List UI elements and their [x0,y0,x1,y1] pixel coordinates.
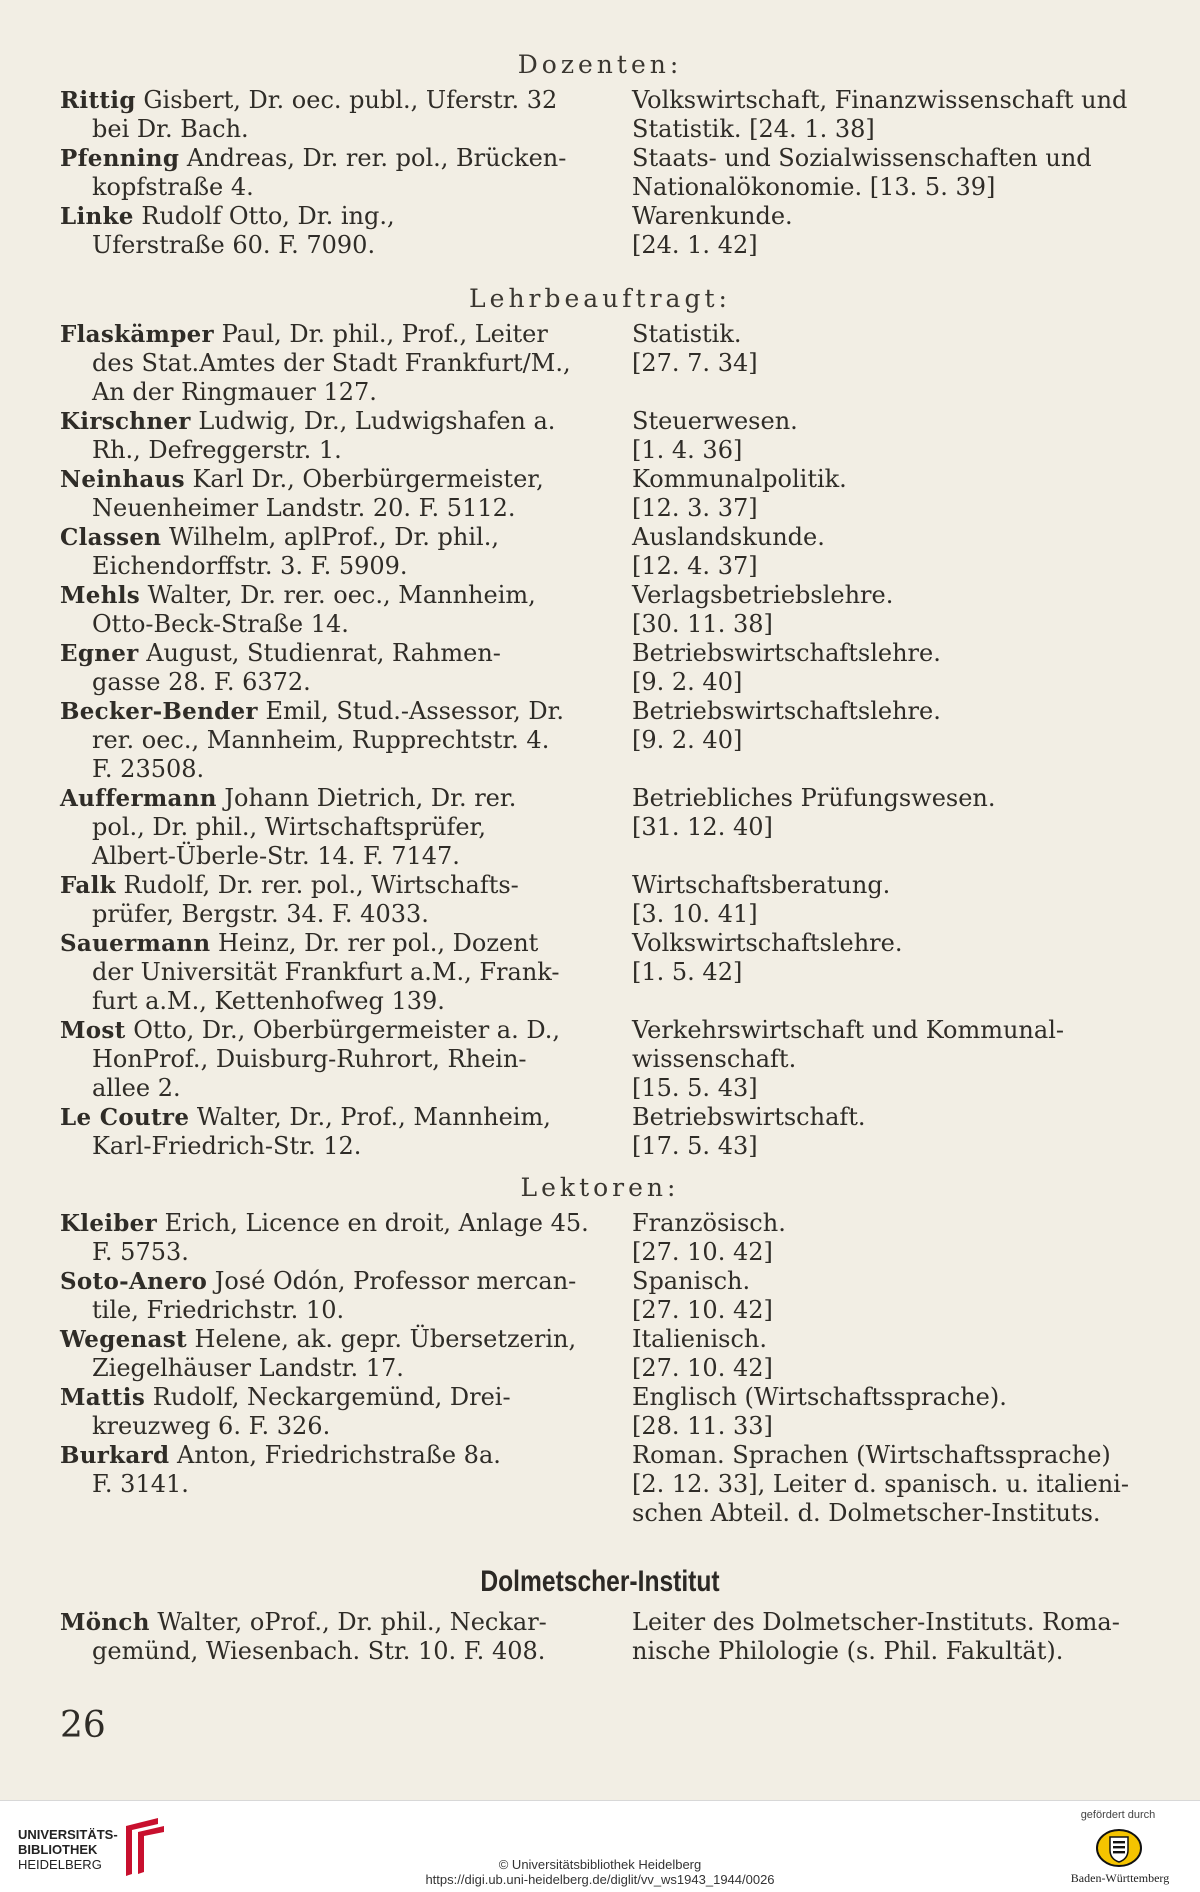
funded-by-label: gefördert durch [1080,1809,1156,1821]
list-item: Le Coutre Walter, Dr., Prof., Mannheim, Karl-Friedrich-Str. 12. Betriebswirtschaft. [17. 5. 43] [60,1103,866,1160]
list-item: Mehls Walter, Dr. rer. oec., Mannheim, Otto-Beck-Straße 14. Verlagsbetriebslehre. [30. 11. 38] [60,581,894,638]
entry-text-line1: Karl Dr., Oberbürgermeister, [184,465,544,493]
person-name: Le Coutre [60,1104,190,1131]
section-heading-dozenten: Dozenten: [517,50,683,79]
permalink-link[interactable]: https://digi.ub.uni-heidelberg.de/diglit/vv_ws1943_1944/0026 [425,1872,775,1887]
list-item: Egner August, Studienrat, Rahmen- gasse 28. F. 6372. Betriebswirtschaftslehre. [9. 2. 40] [60,639,941,696]
list-item: Soto-Anero José Odón, Professor mercan- tile, Friedrichstr. 10. Spanisch. [27. 10. 42] [60,1267,773,1324]
person-name: Classen [60,524,162,551]
list-item: Mattis Rudolf, Neckargemünd, Drei- kreuzweg 6. F. 326. Englisch (Wirtschaftssprache). [28. 11. 33] [60,1383,1007,1440]
person-name: Sauermann [60,930,211,957]
state-name: Baden-Württemberg [1070,1871,1170,1885]
list-item: Sauermann Heinz, Dr. rer pol., Dozent der Universität Frankfurt a.M., Frank- furt a.M., Kettenhofweg 139. Volkswirtschaftslehre. [1. 5. 42] [60,929,903,1015]
person-name: Neinhaus [60,466,185,493]
person-name: Mattis [60,1384,146,1411]
list-item: Flaskämper Paul, Dr. phil., Prof., Leiter des Stat.Amtes der Stadt Frankfurt/M., An der Ringmauer 127. Statistik. [27. 7. 34] [60,320,758,406]
list-item: Wegenast Helene, ak. gepr. Übersetzerin, Ziegelhäuser Landstr. 17. Italienisch. [27. 10. 42] [60,1325,773,1382]
state-coat-of-arms-icon [1094,1828,1144,1873]
person-name: Pfenning [60,145,180,172]
person-name: Kirschner [60,408,191,435]
list-item: Kleiber Erich, Licence en droit, Anlage 45. F. 5753. Französisch. [27. 10. 42] [60,1209,786,1266]
library-name: UNIVERSITÄTS- BIBLIOTHEK HEIDELBERG [18,1827,118,1872]
list-item: Falk Rudolf, Dr. rer. pol., Wirtschafts- prüfer, Bergstr. 34. F. 4033. Wirtschaftsberatung. [3. 10. 41] [60,871,891,928]
person-name: Wegenast [60,1326,187,1353]
section-institute [0,1608,1200,1666]
list-item: Most Otto, Dr., Oberbürgermeister a. D., HonProf., Duisburg-Ruhrort, Rhein- allee 2. Verkehrswirtschaft und Kommunal- wissenschaft. [15. 5. 43] [60,1016,1064,1102]
section-heading-lektoren: Lektoren: [520,1173,680,1202]
person-name: Linke [60,203,134,230]
person-name: Mehls [60,582,141,609]
section-lehrbeauftragt [0,320,1200,1161]
list-item: Pfenning Andreas, Dr. rer. pol., Brücken- kopfstraße 4. Staats- und Sozialwissenschaften und Nationalökonomie. [13. 5. 39] [60,144,1092,201]
list-item: Becker-Bender Emil, Stud.-Assessor, Dr. rer. oec., Mannheim, Rupprechtstr. 4. F. 23508. Betriebswirtschaftslehre. [9. 2. 40] [60,697,941,783]
institute-title: Dolmetscher-Institut [480,1565,720,1598]
list-item: Kirschner Ludwig, Dr., Ludwigshafen a. Rh., Defreggerstr. 1. Steuerwesen. [1. 4. 36] [60,407,798,464]
page-number: 26 [60,1705,106,1746]
list-item: Linke Rudolf Otto, Dr. ing., Uferstraße 60. F. 7090. Warenkunde. [24. 1. 42] [60,202,793,259]
person-name: Auffermann [60,785,217,812]
person-name: Egner [60,640,139,667]
list-item: Neinhaus Karl Dr., Oberbürgermeister, Neuenheimer Landstr. 20. F. 5112. Kommunalpolitik. [12. 3. 37] [60,465,847,522]
person-name: Most [60,1017,126,1044]
list-item: Mönch Walter, oProf., Dr. phil., Neckar- gemünd, Wiesenbach. Str. 10. F. 408. Leiter des Dolmetscher-Instituts. Roma- nische Philologie (s. Phil. Fakultät). [60,1608,1120,1665]
section-heading-lehrbeauftragt: Lehrbeauftragt: [469,284,731,313]
list-item: Rittig Gisbert, Dr. oec. publ., Uferstr. 32 bei Dr. Bach. Volkswirtschaft, Finanzwissenschaft und Statistik. [24. 1. 38] [60,86,1128,143]
person-name: Becker-Bender [60,698,258,725]
person-name: Falk [60,872,116,899]
list-item: Classen Wilhelm, aplProf., Dr. phil., Eichendorffstr. 3. F. 5909. Auslandskunde. [12. 4. 37] [60,523,825,580]
section-lektoren [0,1209,1200,1528]
section-dozenten [0,86,1200,260]
person-name: Rittig [60,87,136,114]
copyright-notice: © Universitätsbibliothek Heidelberg https://digi.ub.uni-heidelberg.de/diglit/vv_ws1943_1944/0026 [0,1857,1200,1887]
list-item: Burkard Anton, Friedrichstraße 8a. F. 3141. Roman. Sprachen (Wirtschaftssprache) [2. 12. 33], Leiter d. spanisch. u. italieni- schen Abteil. d. Dolmetscher-Instituts. [60,1441,1129,1527]
person-name: Flaskämper [60,321,214,348]
footer-bar [0,1800,1200,1892]
person-name: Burkard [60,1442,170,1469]
person-name: Kleiber [60,1210,158,1237]
person-name: Soto-Anero [60,1268,208,1295]
list-item: Auffermann Johann Dietrich, Dr. rer. pol., Dr. phil., Wirtschaftsprüfer, Albert-Überle-Str. 14. F. 7147. Betriebliches Prüfungswesen. [31. 12. 40] [60,784,996,870]
person-name: Mönch [60,1609,150,1636]
